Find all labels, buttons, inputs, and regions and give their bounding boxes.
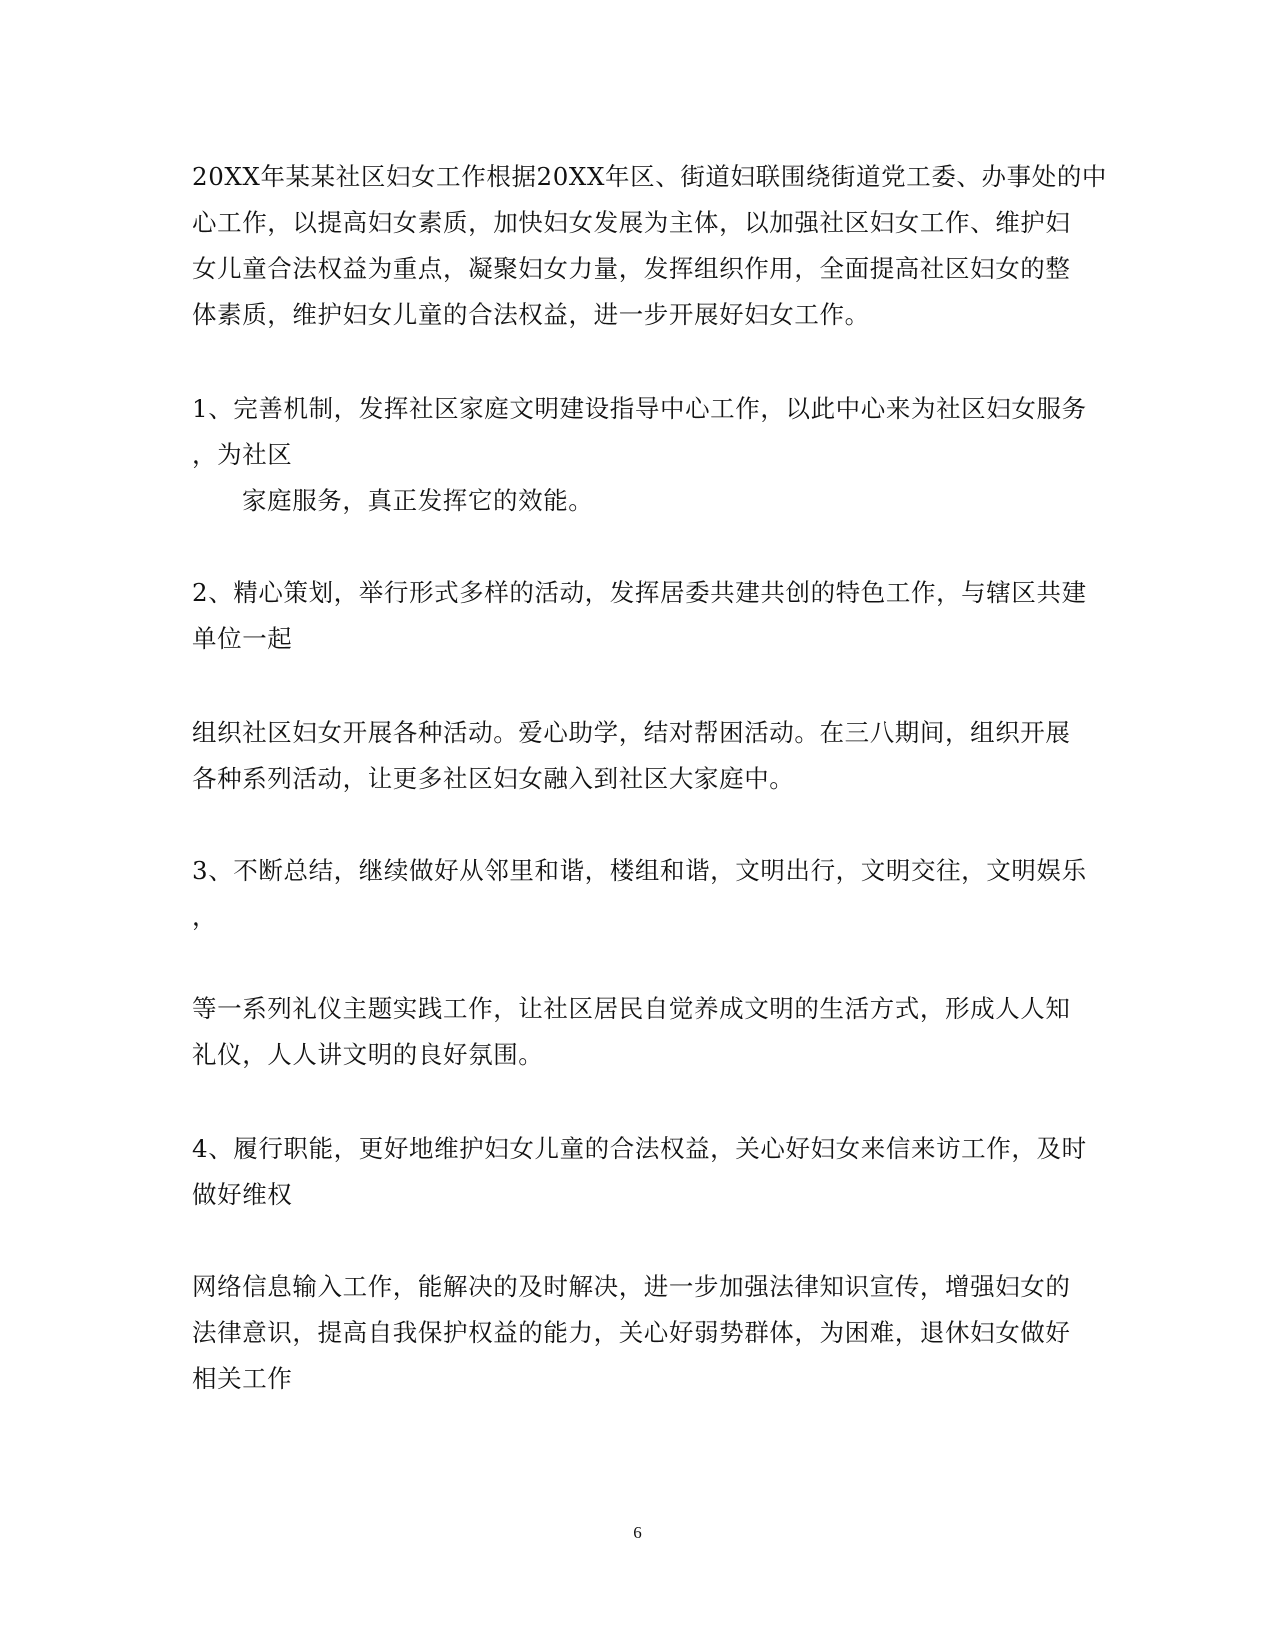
item2-line-1: 2、精心策划，举行形式多样的活动，发挥居委共建共创的特色工作，与辖区共建 [192,578,1087,607]
item1-line-1: 1、完善机制，发挥社区家庭文明建设指导中心工作，以此中心来为社区妇女服务 [192,394,1087,423]
item4-line-2: 做好维权 [192,1180,293,1209]
intro-line-2: 心工作，以提高妇女素质，加快妇女发展为主体，以加强社区妇女工作、维护妇 [192,208,1071,237]
item2-cont-line-1: 组织社区妇女开展各种活动。爱心助学，结对帮困活动。在三八期间，组织开展 [192,718,1071,747]
intro-line-1: 20XX年某某社区妇女工作根据20XX年区、街道妇联围绕街道党工委、办事处的中 [192,162,1108,191]
item1-line-2: ，为社区 [192,440,293,469]
item1-line-3: 家庭服务，真正发挥它的效能。 [242,486,594,515]
item4-cont-line-3: 相关工作 [192,1364,293,1393]
item2-cont-line-2: 各种系列活动，让更多社区妇女融入到社区大家庭中。 [192,764,795,793]
item4-line-1: 4、履行职能，更好地维护妇女儿童的合法权益，关心好妇女来信来访工作，及时 [192,1134,1087,1163]
item3-cont-line-1: 等一系列礼仪主题实践工作，让社区居民自觉养成文明的生活方式，形成人人知 [192,994,1071,1023]
item3-line-1: 3、不断总结，继续做好从邻里和谐，楼组和谐，文明出行，文明交往，文明娱乐 [192,856,1087,885]
page-number: 6 [633,1523,642,1542]
item4-cont-line-2: 法律意识，提高自我保护权益的能力，关心好弱势群体，为困难，退休妇女做好 [192,1318,1071,1347]
intro-line-4: 体素质，维护妇女儿童的合法权益，进一步开展好妇女工作。 [192,300,870,329]
intro-line-3: 女儿童合法权益为重点，凝聚妇女力量，发挥组织作用，全面提高社区妇女的整 [192,254,1071,283]
item4-cont-line-1: 网络信息输入工作，能解决的及时解决，进一步加强法律知识宣传，增强妇女的 [192,1272,1071,1301]
item3-cont-line-2: 礼仪，人人讲文明的良好氛围。 [192,1040,544,1069]
item3-line-2: ， [192,902,218,931]
item2-line-2: 单位一起 [192,624,293,653]
